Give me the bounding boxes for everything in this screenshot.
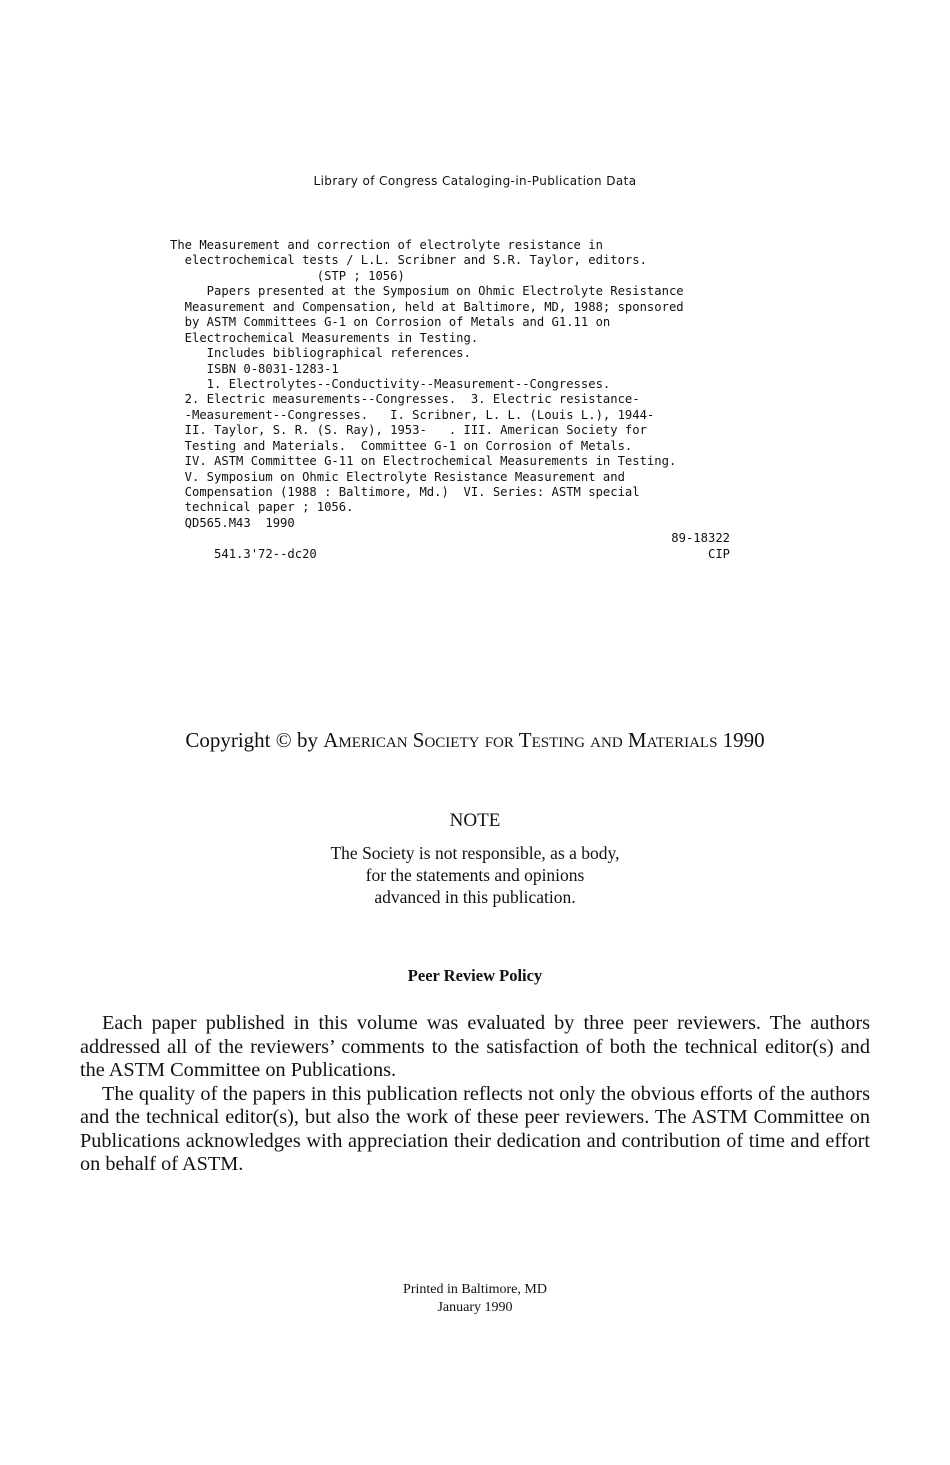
cip-line: Papers presented at the Symposium on Ohmic Electrolyte Resistance <box>170 284 684 299</box>
cip-line: technical paper ; 1056. <box>170 500 354 515</box>
cip-line: QD565.M43 1990 <box>170 515 295 530</box>
cip-line: electrochemical tests / L.L. Scribner and S.R. Taylor, editors. <box>170 253 647 268</box>
note-title: NOTE <box>449 810 501 831</box>
cip-line: Testing and Materials. Committee G-1 on Corrosion of Metals. <box>170 438 633 453</box>
cip-line: -Measurement--Congresses. I. Scribner, L. L. (Louis L.), 1944- <box>170 407 655 422</box>
cip-record <box>170 238 770 562</box>
cip-line: V. Symposium on Ohmic Electrolyte Resistance Measurement and <box>170 469 625 484</box>
cip-line: The Measurement and correction of electrolyte resistance in <box>170 238 603 252</box>
dewey-class-number: 541.3'72--dc20 <box>199 546 317 561</box>
note-text <box>0 842 950 908</box>
copyright-publisher: American Society for Testing and Materials <box>323 728 718 752</box>
cip-label-row <box>170 547 770 562</box>
cip-line: Includes bibliographical references. <box>170 346 471 361</box>
cip-line: II. Taylor, S. R. (S. Ray), 1953- . III. American Society for <box>170 423 647 438</box>
copyright-line <box>0 728 950 753</box>
cip-label: CIP <box>707 546 730 561</box>
cip-line: Compensation (1988 : Baltimore, Md.) VI. Series: ASTM special <box>170 485 640 499</box>
copyright-year: 1990 <box>717 728 765 752</box>
lc-control-number: 89-18322 <box>671 531 730 546</box>
copyright-prefix: Copyright © by <box>185 728 324 752</box>
cip-line: by ASTM Committees G-1 on Corrosion of Metals and G1.11 on <box>170 315 611 330</box>
note-line: advanced in this publication. <box>374 887 576 907</box>
note-line: The Society is not responsible, as a body, <box>330 843 620 863</box>
note-line: for the statements and opinions <box>365 865 585 885</box>
printed-date: January 1990 <box>437 1300 513 1315</box>
cip-heading: Library of Congress Cataloging-in-Publication Data <box>313 174 637 188</box>
peer-review-title: Peer Review Policy <box>407 966 543 985</box>
peer-review-paragraph: The quality of the papers in this publication reflects not only the obvious efforts of the authors and the technical editor(s), but also the work of these peer reviewers. The ASTM Committee on Publications acknowledges with appreciation their dedication and contribution of time and effort on behalf of ASTM. <box>80 1082 870 1175</box>
cip-line: Electrochemical Measurements in Testing. <box>170 330 479 345</box>
cip-line: 2. Electric measurements--Congresses. 3. Electric resistance- <box>170 392 640 407</box>
cip-line: Measurement and Compensation, held at Baltimore, MD, 1988; sponsored <box>170 299 684 314</box>
printed-place: Printed in Baltimore, MD <box>403 1282 547 1297</box>
cip-line: ISBN 0-8031-1283-1 <box>170 361 339 376</box>
printing-info <box>0 1281 950 1317</box>
cip-line: IV. ASTM Committee G-11 on Electrochemical Measurements in Testing. <box>170 454 677 469</box>
cip-line: 1. Electrolytes--Conductivity--Measurement--Congresses. <box>170 376 611 391</box>
cip-line: (STP ; 1056) <box>170 268 405 283</box>
peer-review-body <box>80 1012 870 1177</box>
peer-review-paragraph: Each paper published in this volume was evaluated by three peer reviewers. The authors addressed all of the reviewers’ comments to the satisfaction of both the technical editor(s) and the ASTM Committee on Publications. <box>80 1012 870 1081</box>
